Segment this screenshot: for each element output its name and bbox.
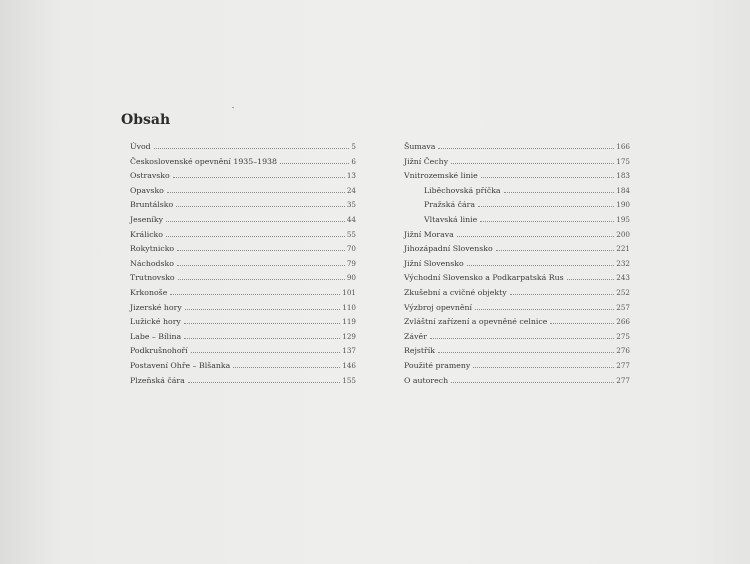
dot-leader [438,147,614,149]
toc-entry-page-number: 184 [616,185,630,195]
toc-entry-label: Králicko [130,229,163,239]
dot-leader [233,366,340,368]
toc-entry-page-number: 24 [346,185,356,195]
dot-leader [188,381,341,383]
toc-entry-page-number: 277 [616,375,630,385]
toc-entry-page-number: 195 [616,214,630,224]
dot-leader [451,381,614,383]
toc-entry-label: Jižní Slovensko [404,258,464,268]
dot-leader [430,337,614,339]
toc-entry-page-number: 119 [342,317,356,327]
toc-entry-label: Lužické hory [130,317,181,327]
toc-entry-label: Závěr [404,331,427,341]
toc-entry [130,200,356,215]
toc-entry-label: Zvláštní zařízení a opevněné celnice [404,317,548,327]
toc-entry [130,303,356,318]
dot-leader [166,220,345,222]
toc-entry-page-number: 183 [616,171,630,181]
dot-leader [550,322,614,324]
toc-entry-page-number: 221 [616,244,630,254]
toc-entry [130,157,356,172]
toc-entry-label: Krkonoše [130,287,168,297]
toc-entry-page-number: 5 [351,142,356,151]
dot-leader [467,264,615,266]
toc-entry-label: Pražská čára [424,200,475,210]
toc-entry-label: Liběchovská příčka [424,185,501,195]
toc-entry [404,200,630,215]
toc-entry [130,230,356,245]
toc-entry [130,244,356,259]
toc-entry-label: Jizerské hory [130,302,182,312]
toc-entry [404,288,630,303]
dot-leader [504,191,615,193]
toc-entry [404,142,630,157]
dot-leader [567,278,615,280]
dot-leader [451,162,614,164]
dot-leader [184,337,340,339]
toc-left-column [130,142,356,390]
toc-entry [130,273,356,288]
toc-entry-label: Vltavská linie [424,214,478,224]
toc-entry [404,186,630,201]
toc-entry-page-number: 175 [616,156,630,166]
toc-entry-label: Opavsko [130,185,164,195]
toc-entry [404,259,630,274]
toc-entry [404,361,630,376]
toc-entry-page-number: 35 [346,200,356,210]
dot-leader [280,162,349,164]
toc-right-column [404,142,630,390]
dot-leader [475,308,614,310]
toc-entry-page-number: 155 [342,375,356,385]
toc-entry-label: Úvod [130,142,151,151]
toc-entry-page-number: 252 [616,287,630,297]
toc-entry-label: Trutnovsko [130,273,175,283]
toc-entry [130,171,356,186]
toc-entry-page-number: 129 [342,331,356,341]
toc-entry-label: Jižní Čechy [404,156,449,166]
toc-title: Obsah [121,112,171,128]
dot-leader [167,191,345,193]
dot-leader [457,235,614,237]
toc-entry-label: Československé opevnění 1935–1938 [130,156,277,166]
paper-speck [232,107,234,108]
toc-entry [130,142,356,157]
toc-entry [404,157,630,172]
toc-entry [404,376,630,391]
toc-entry-page-number: 266 [616,317,630,327]
toc-entry [130,332,356,347]
toc-entry-page-number: 137 [342,346,356,356]
toc-entry-label: Rokytnicko [130,244,175,254]
dot-leader [510,293,615,295]
dot-leader [154,147,350,149]
toc-entry [404,317,630,332]
dot-leader [178,278,345,280]
toc-entry [130,215,356,230]
toc-entry-label: Použité prameny [404,360,471,370]
dot-leader [480,220,614,222]
toc-entry-label: Vnitrozemské linie [404,171,478,181]
toc-entry-page-number: 277 [616,360,630,370]
toc-entry [404,244,630,259]
toc-entry-label: Jižní Morava [404,229,454,239]
toc-entry [404,273,630,288]
toc-entry [404,171,630,186]
toc-entry-label: Ostravsko [130,171,170,181]
toc-entry [404,230,630,245]
toc-entry-page-number: 243 [616,273,630,283]
toc-entry-page-number: 13 [346,171,356,181]
toc-entry-label: O autorech [404,375,449,385]
dot-leader [478,205,614,207]
toc-entry-label: Plzeňská čára [130,375,185,385]
dot-leader [185,308,341,310]
toc-entry-label: Šumava [404,142,436,151]
dot-leader [191,351,341,353]
toc-entry-page-number: 146 [342,360,356,370]
toc-entry-label: Bruntálsko [130,200,174,210]
toc-entry-page-number: 101 [342,287,356,297]
toc-entry-label: Náchodsko [130,258,174,268]
toc-entry [130,186,356,201]
dot-leader [176,205,345,207]
toc-entry-label: Rejstřík [404,346,435,356]
toc-entry [404,346,630,361]
toc-entry-label: Labe – Bílina [130,331,182,341]
toc-entry-label: Jihozápadní Slovensko [404,244,493,254]
dot-leader [184,322,340,324]
toc-entry-page-number: 6 [351,156,356,166]
toc-entry-page-number: 70 [346,244,356,254]
dot-leader [177,249,345,251]
toc-entry [404,303,630,318]
toc-entry [404,332,630,347]
toc-entry-page-number: 55 [346,229,356,239]
toc-entry [130,317,356,332]
dot-leader [438,351,614,353]
toc-entry-page-number: 166 [616,142,630,151]
toc-entry-page-number: 275 [616,331,630,341]
dot-leader [481,176,615,178]
toc-entry-page-number: 44 [346,214,356,224]
dot-leader [173,176,345,178]
toc-entry-label: Jeseníky [130,214,163,224]
dot-leader [473,366,614,368]
toc-entry-label: Zkušební a cvičné objekty [404,287,507,297]
dot-leader [177,264,345,266]
toc-entry [130,376,356,391]
toc-entry-page-number: 200 [616,229,630,239]
toc-entry-page-number: 110 [342,302,356,312]
toc-entry-page-number: 232 [616,258,630,268]
toc-entry-page-number: 190 [616,200,630,210]
toc-entry [404,215,630,230]
toc-entry-label: Výzbroj opevnění [404,302,472,312]
toc-entry [130,361,356,376]
toc-entry-page-number: 79 [346,258,356,268]
toc-entry [130,346,356,361]
dot-leader [166,235,345,237]
toc-entry [130,259,356,274]
toc-entry-label: Východní Slovensko a Podkarpatská Rus [404,273,564,283]
toc-entry-page-number: 276 [616,346,630,356]
toc-entry-page-number: 257 [616,302,630,312]
toc-entry-label: Podkrušnohoří [130,346,188,356]
toc-entry-label: Postavení Ohře – Blšanka [130,360,231,370]
toc-entry [130,288,356,303]
toc-entry-page-number: 90 [346,273,356,283]
dot-leader [496,249,615,251]
dot-leader [170,293,340,295]
